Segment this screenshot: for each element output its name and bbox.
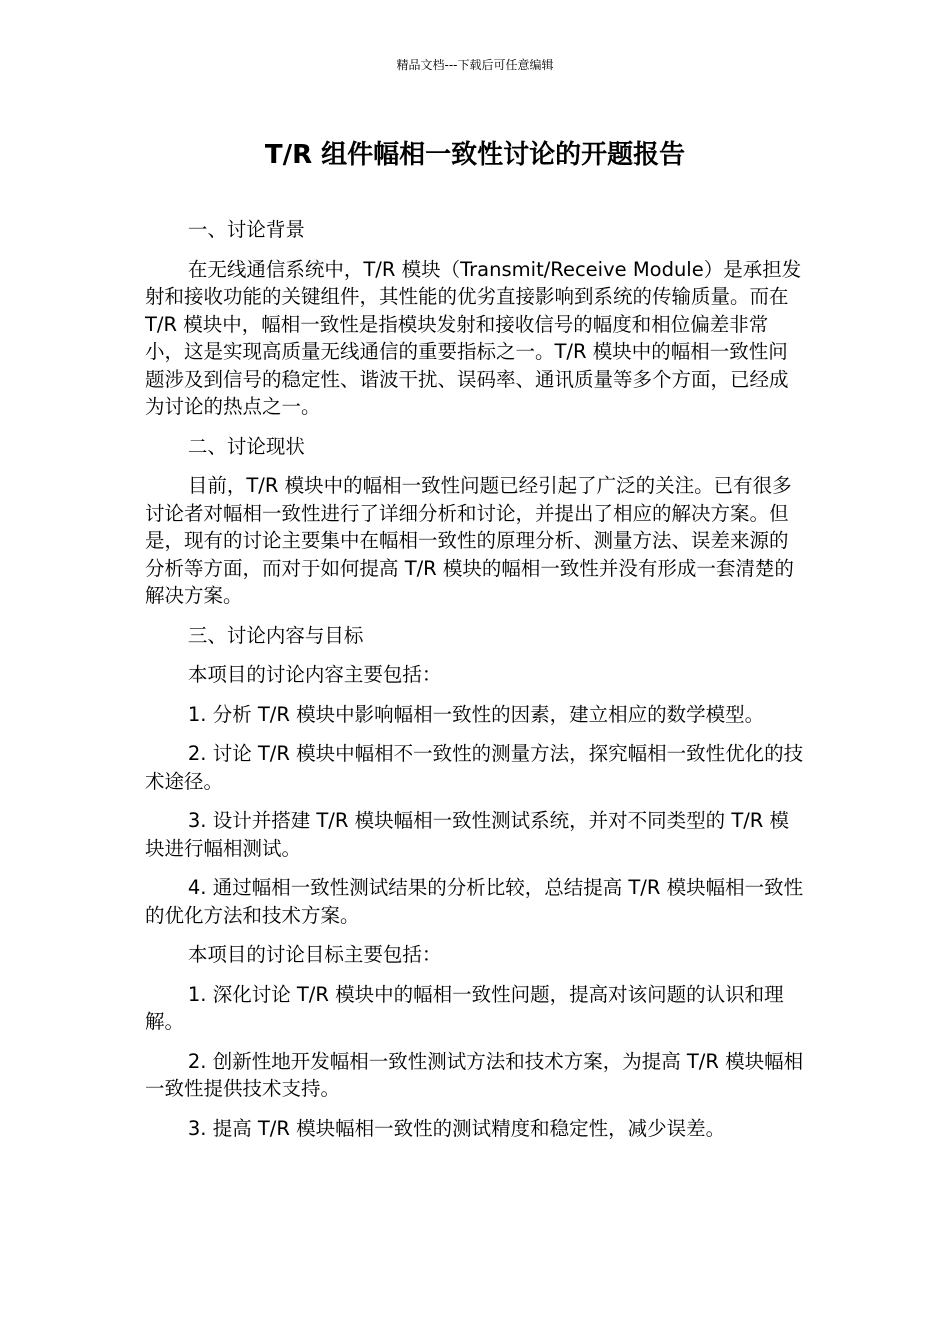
- goals-intro: 本项目的讨论目标主要包括：: [187, 943, 442, 966]
- content-item: 2. 讨论 T/R 模块中幅相不一致性的测量方法，探究幅相一致性优化的技术途径。: [145, 742, 804, 793]
- goal-item: 2. 创新性地开发幅相一致性测试方法和技术方案，为提高 T/R 模块幅相一致性提供技术支持。: [145, 1049, 804, 1100]
- header-note: 精品文档---下载后可任意编辑: [396, 58, 554, 72]
- status-paragraph: 目前，T/R 模块中的幅相一致性问题已经引起了广泛的关注。已有很多讨论者对幅相一致性进行了详细分析和讨论，并提出了相应的解决方案。但是，现有的讨论主要集中在幅相一致性的原理分析、测量方法、误差来源的分析等方面，而对于如何提高 T/R 模块的幅相一致性并没有形成一套清楚的解决方案。: [145, 474, 794, 607]
- document-title: T/R 组件幅相一致性讨论的开题报告: [264, 140, 686, 170]
- document-body: [145, 216, 807, 1154]
- background-paragraph: 在无线通信系统中，T/R 模块（Transmit/Receive Module）是承担发射和接收功能的关键组件，其性能的优劣直接影响到系统的传输质量。而在 T/R 模块中，幅相一致性是指模块发射和接收信号的幅度和相位偏差非常小，这是实现高质量无线通信的重要指标之一。T/R 模块中的幅相一致性问题涉及到信号的稳定性、谐波干扰、误码率、通讯质量等多个方面，已经成为讨论的热点之一。: [145, 257, 802, 418]
- content-intro: 本项目的讨论内容主要包括：: [187, 663, 442, 686]
- content-item: 4. 通过幅相一致性测试结果的分析比较，总结提高 T/R 模块幅相一致性的优化方法和技术方案。: [145, 876, 804, 927]
- section-heading-background: 一、讨论背景: [187, 218, 305, 241]
- section-heading-status: 二、讨论现状: [187, 434, 305, 458]
- content-item: 1. 分析 T/R 模块中影响幅相一致性的因素，建立相应的数学模型。: [187, 702, 765, 726]
- section-heading-content: 三、讨论内容与目标: [187, 623, 364, 647]
- goal-item: 1. 深化讨论 T/R 模块中的幅相一致性问题，提高对该问题的认识和理解。: [145, 982, 784, 1033]
- content-item: 3. 设计并搭建 T/R 模块幅相一致性测试系统，并对不同类型的 T/R 模块进行幅相测试。: [145, 809, 790, 860]
- goal-item: 3. 提高 T/R 模块幅相一致性的测试精度和稳定性，减少误差。: [187, 1116, 726, 1140]
